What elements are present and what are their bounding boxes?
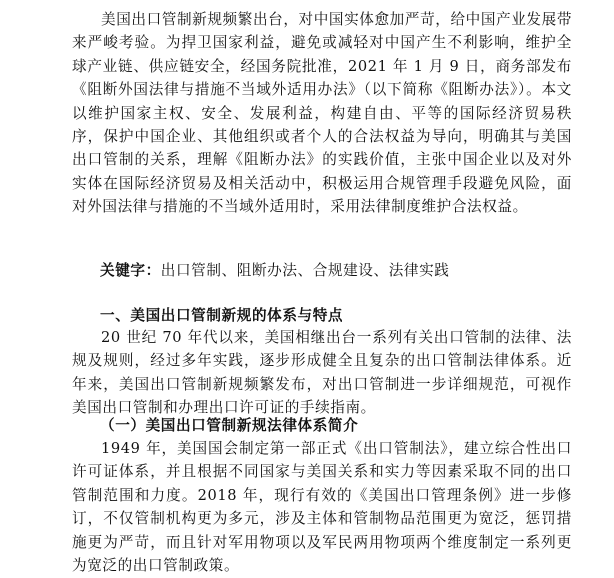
keywords-line — [100, 259, 580, 282]
section-paragraph: 20 世纪 70 年代以来，美国相继出台一系列有关出口管制的法律、法规及规则，经过多年实践，逐步形成健全且复杂的出口管制法律体系。近年来，美国出口管制新规频繁发布，对出口管制进一步详细规范，可视作美国出口管制和办理出口许可证的手续指南。 — [72, 329, 572, 417]
subsection-heading: （一）美国出口管制新规法律体系简介 — [100, 417, 359, 434]
abstract-paragraph: 美国出口管制新规频繁出台，对中国实体愈加严苛，给中国产业发展带来严峻考验。为捍卫国家利益，避免或减轻对中国产生不利影响，维护全球产业链、供应链安全，经国务院批准，2021 年 1 月 9 日，商务部发布《阻断外国法律与措施不当域外适用办法》（以下简称《阻断办法》）。本文以维护国家主权、安全、发展利益，构建自由、平等的国际经济贸易秩序，保护中国企业、其他组织或者个人的合法权益为导向，明确其与美国出口管制的关系，理解《阻断办法》的实践价值，主张中国企业以及对外实体在国际经济贸易及相关活动中，积极运用合规管理手段避免风险，面对外国法律与措施的不当域外适用时，采用法律制度维护合法权益。 — [72, 11, 573, 216]
keywords-label: 关键字： — [100, 262, 161, 279]
section-heading: 一、美国出口管制新规的体系与特点 — [100, 307, 344, 324]
subsection-paragraph: 1949 年，美国国会制定第一部正式《出口管制法》，建立综合性出口许可证体系，并且根据不同国家与美国关系和实力等因素采取不同的出口管制范围和力度。2018 年，现行有效的《美国出口管理条例》进一步修订，不仅管制机构更为多元，涉及主体和管制物品范围更为宽泛，惩罚措施更为严苛，而且针对军用物项以及军民两用物项两个维度制定一系列更为宽泛的出口管制政策。 — [72, 440, 572, 575]
keywords-text: 出口管制、阻断办法、合规建设、法律实践 — [160, 262, 450, 279]
